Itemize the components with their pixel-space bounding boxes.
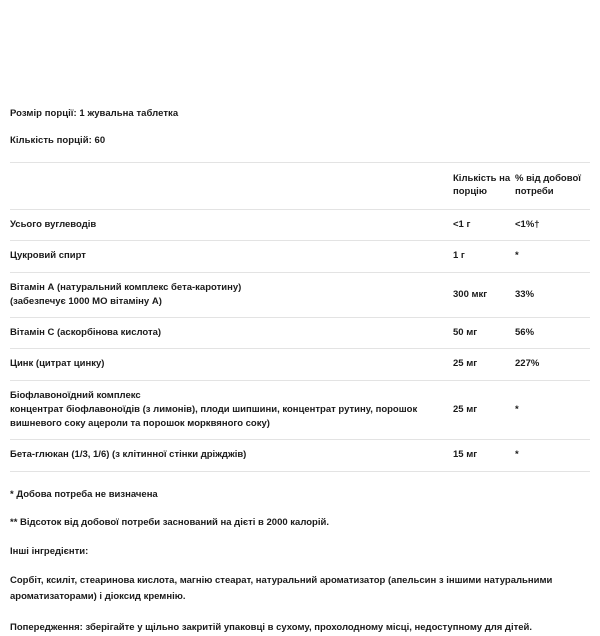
nutrient-name: Бета-глюкан (1/3, 1/6) (з клітинної стінки дріжджів)	[10, 449, 247, 461]
table-row	[10, 318, 590, 349]
nutrient-name: Цукровий спирт	[10, 250, 86, 262]
column-header-amount-per-serving: Кількість на порцію	[453, 162, 515, 210]
nutrient-daily-value-cell: 33%	[515, 272, 590, 318]
nutrient-name-sub: (забезпечує 1000 МО вітаміну А)	[10, 295, 162, 307]
nutrient-amount-cell: 50 мг	[453, 318, 515, 349]
nutrient-name-cell	[10, 349, 453, 380]
table-row	[10, 272, 590, 318]
column-header-daily-value: % від добової потреби	[515, 162, 590, 210]
table-row	[10, 440, 590, 471]
nutrient-daily-value-cell: *	[515, 241, 590, 272]
nutrient-amount-cell: 25 мг	[453, 349, 515, 380]
servings-per-container-line: Кількість порцій: 60	[10, 134, 106, 146]
nutrient-name: Вітамін С (аскорбінова кислота)	[10, 327, 162, 339]
nutrient-name-cell	[10, 318, 453, 349]
nutrient-amount-cell: 1 г	[453, 241, 515, 272]
nutrient-name: Усього вуглеводів	[10, 219, 97, 231]
nutrient-name-cell	[10, 440, 453, 471]
nutrition-facts-table	[10, 162, 590, 472]
nutrient-daily-value-cell: 227%	[515, 349, 590, 380]
nutrient-name-cell	[10, 380, 453, 440]
nutrient-daily-value-cell: *	[515, 440, 590, 471]
nutrient-name-cell	[10, 241, 453, 272]
other-ingredients-title: Інші інгредієнти:	[10, 546, 89, 558]
table-row	[10, 210, 590, 241]
nutrient-name-cell	[10, 272, 453, 318]
nutrient-amount-cell: <1 г	[453, 210, 515, 241]
table-row	[10, 349, 590, 380]
nutrient-daily-value-cell: 56%	[515, 318, 590, 349]
nutrient-name-cell	[10, 210, 453, 241]
nutrient-amount-cell: 300 мкг	[453, 272, 515, 318]
nutrient-name: Вітамін А (натуральний комплекс бета-каротину)	[10, 281, 242, 293]
warning-text: Попередження: зберігайте у щільно закритій упаковці в сухому, прохолодному місці, недоступному для дітей.	[10, 622, 533, 634]
serving-size-line: Розмір порції: 1 жувальна таблетка	[10, 108, 179, 119]
nutrient-amount-cell: 15 мг	[453, 440, 515, 471]
nutrient-daily-value-cell: <1%†	[515, 210, 590, 241]
nutrient-name-sub: концентрат біофлавоноїдів (з лимонів), плоди шипшини, концентрат рутину, порошок вишневого соку ацероли та порошок морквяного соку)	[10, 403, 418, 430]
footnote-single-asterisk: * Добова потреба не визначена	[10, 488, 158, 500]
footnote-double-asterisk: ** Відсоток від добової потреби заснований на дієті в 2000 калорій.	[10, 517, 329, 529]
table-row	[10, 241, 590, 272]
nutrient-daily-value-cell: *	[515, 380, 590, 440]
column-header-nutrient	[10, 162, 453, 210]
table-header	[10, 162, 590, 210]
table-body	[10, 210, 590, 472]
nutrient-name: Цинк (цитрат цинку)	[10, 358, 105, 370]
other-ingredients-text: Сорбіт, ксиліт, стеаринова кислота, магнію стеарат, натуральний ароматизатор (апельсин з іншими натуральними ароматизаторами) і діоксид кремнію.	[10, 574, 553, 602]
nutrient-name: Біофлавоноїдний комплекс	[10, 389, 141, 401]
table-row	[10, 380, 590, 440]
table-header-row	[10, 162, 590, 210]
nutrient-amount-cell: 25 мг	[453, 380, 515, 440]
